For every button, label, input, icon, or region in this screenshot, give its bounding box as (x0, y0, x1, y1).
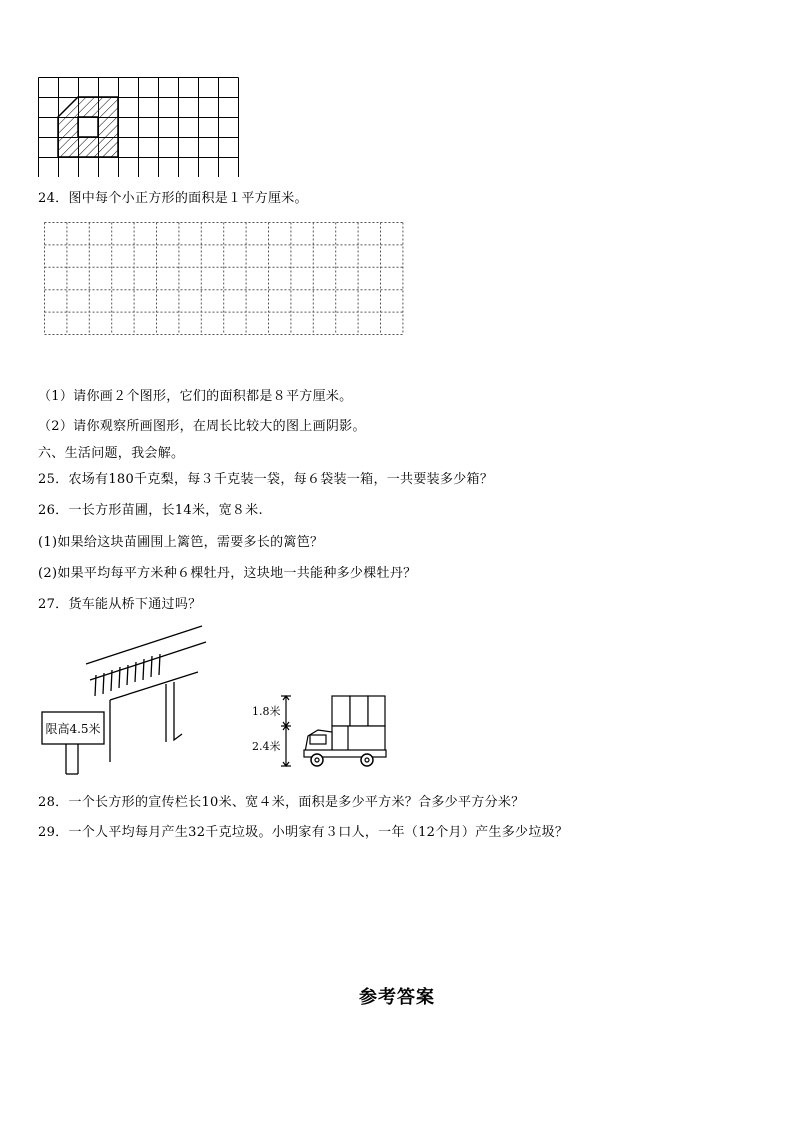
bridge-illustration (36, 622, 216, 778)
question-25: 25．农场有180千克梨，每３千克装一袋，每６袋装一箱，一共要装多少箱？ (38, 472, 494, 487)
question-26-part-1: (1)如果给这块苗圃围上篱笆，需要多长的篱笆？ (38, 535, 324, 550)
truck-height-label: 2.4米 (252, 740, 281, 753)
question-29: 29．一个人平均每月产生32千克垃圾。小明家有３口人，一年（12个月）产生多少垃圾？ (38, 825, 569, 840)
answers-title: 参考答案 (359, 987, 435, 1008)
dotted-drawing-grid (44, 222, 404, 366)
question-28: 28．一个长方形的宣传栏长10米、宽４米，面积是多少平方米？合多少平方分米？ (38, 795, 525, 810)
question-24: 24．图中每个小正方形的面积是１平方厘米。 (38, 191, 308, 206)
shaded-figure-grid (38, 77, 244, 177)
question-27: 27．货车能从桥下通过吗？ (38, 597, 202, 612)
sign-label: 限高4.5米 (45, 722, 101, 736)
question-26-part-2: (2)如果平均每平方米种６棵牡丹，这块地一共能种多少棵牡丹？ (38, 566, 417, 581)
hatched-shape (58, 97, 118, 157)
question-26: 26．一长方形苗圃，长14米，宽８米. (38, 503, 263, 518)
truck (304, 696, 386, 766)
question-24-part-2: （2）请你观察所画图形，在周长比较大的图上画阴影。 (38, 419, 366, 434)
section-6-heading: 六、生活问题，我会解。 (38, 446, 185, 461)
height-limit-sign (42, 712, 104, 774)
question-24-part-1: （1）请你画２个图形，它们的面积都是８平方厘米。 (38, 389, 353, 404)
cargo-height-label: 1.8米 (252, 705, 281, 718)
truck-illustration (248, 690, 388, 772)
